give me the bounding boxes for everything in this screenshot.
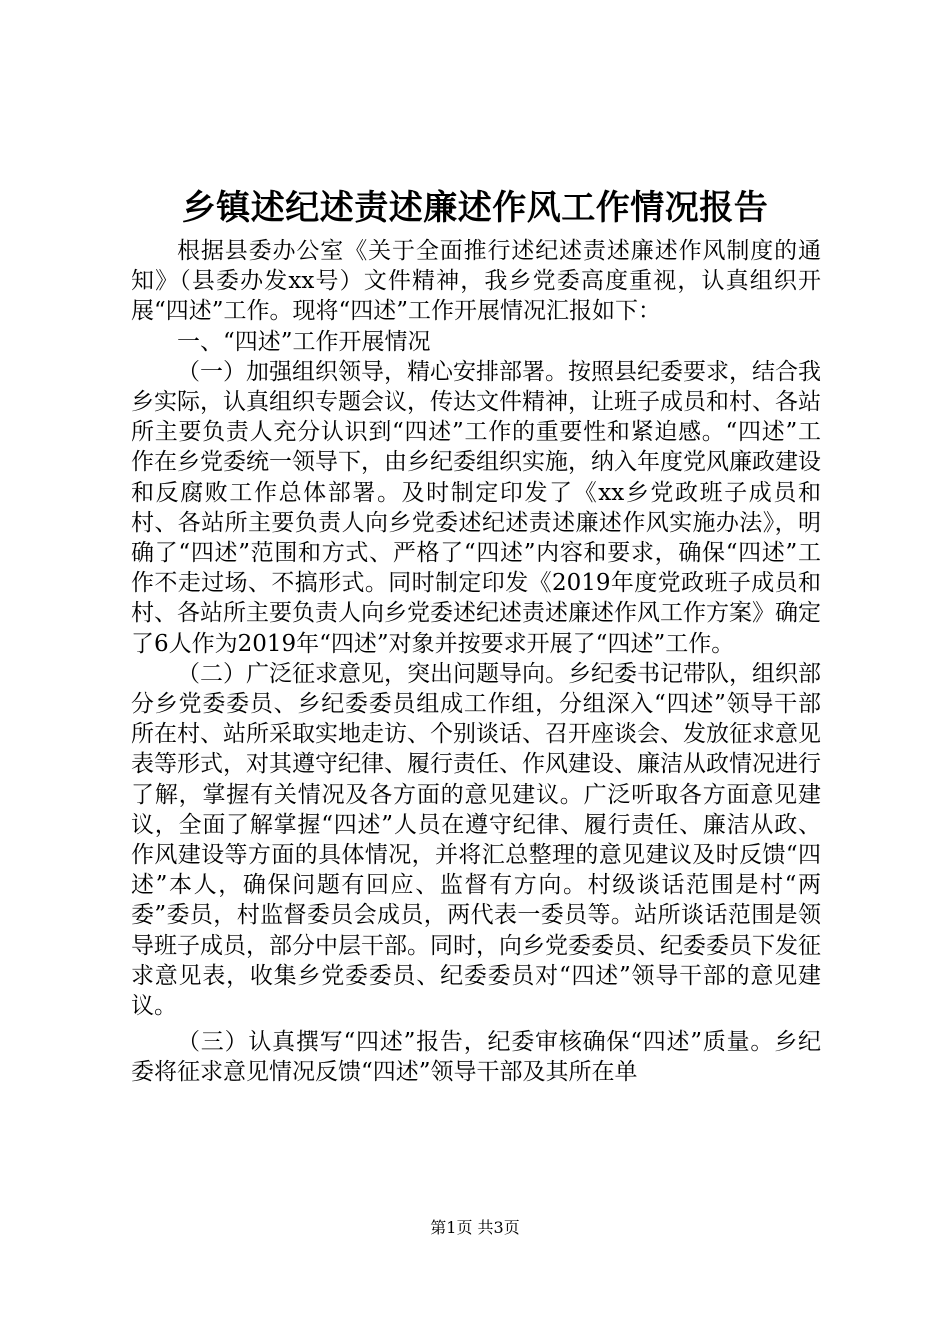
page-footer: 第1页 共3页 — [430, 1218, 520, 1237]
paragraph-section-1-2: （二）广泛征求意见，突出问题导向。乡纪委书记带队，组织部分乡党委委员、乡纪委委员组成工作组，分组深入“四述”领导干部所在村、站所采取实地走访、个别谈话、召开座谈会、发放征求意见表等形式，对其遵守纪律、履行责任、作风建设、廉洁从政情况进行了解，掌握有关情况及各方面的意见建议。广泛听取各方面意见建议，全面了解掌握“四述”人员在遵守纪律、履行责任、廉洁从政、作风建设等方面的具体情况，并将汇总整理的意见建议及时反馈“四述”本人，确保问题有回应、监督有方向。村级谈话范围是村“两委”委员，村监督委员会成员，两代表一委员等。站所谈话范围是领导班子成员，部分中层干部。同时，向乡党委委员、纪委委员下发征求意见表，收集乡党委委员、纪委委员对“四述”领导干部的意见建议。 — [131, 660, 821, 1020]
document-title: 乡镇述纪述责述廉述作风工作情况报告 — [181, 188, 769, 228]
section-heading-1: 一、“四述”工作开展情况 — [177, 328, 431, 355]
paragraph-section-1-3: （三）认真撰写“四述”报告，纪委审核确保“四述”质量。乡纪委将征求意见情况反馈“四述”领导干部及其所在单 — [131, 1029, 821, 1086]
paragraph-section-1-1: （一）加强组织领导，精心安排部署。按照县纪委要求，结合我乡实际，认真组织专题会议，传达文件精神，让班子成员和村、各站所主要负责人充分认识到“四述”工作的重要性和紧迫感。“四述”工作在乡党委统一领导下，由乡纪委组织实施，纳入年度党风廉政建设和反腐败工作总体部署。及时制定印发了《xx乡党政班子成员和村、各站所主要负责人向乡党委述纪述责述廉述作风实施办法》，明确了“四述”范围和方式、严格了“四述”内容和要求，确保“四述”工作不走过场、不搞形式。同时制定印发《2019年度党政班子成员和村、各站所主要负责人向乡党委述纪述责述廉述作风工作方案》确定了6人作为2019年“四述”对象并按要求开展了“四述”工作。 — [131, 358, 821, 657]
document-body — [131, 236, 821, 1088]
paragraph-intro: 根据县委办公室《关于全面推行述纪述责述廉述作风制度的通知》（县委办发xx号）文件精神，我乡党委高度重视，认真组织开展“四述”工作。现将“四述”工作开展情况汇报如下： — [131, 238, 821, 325]
